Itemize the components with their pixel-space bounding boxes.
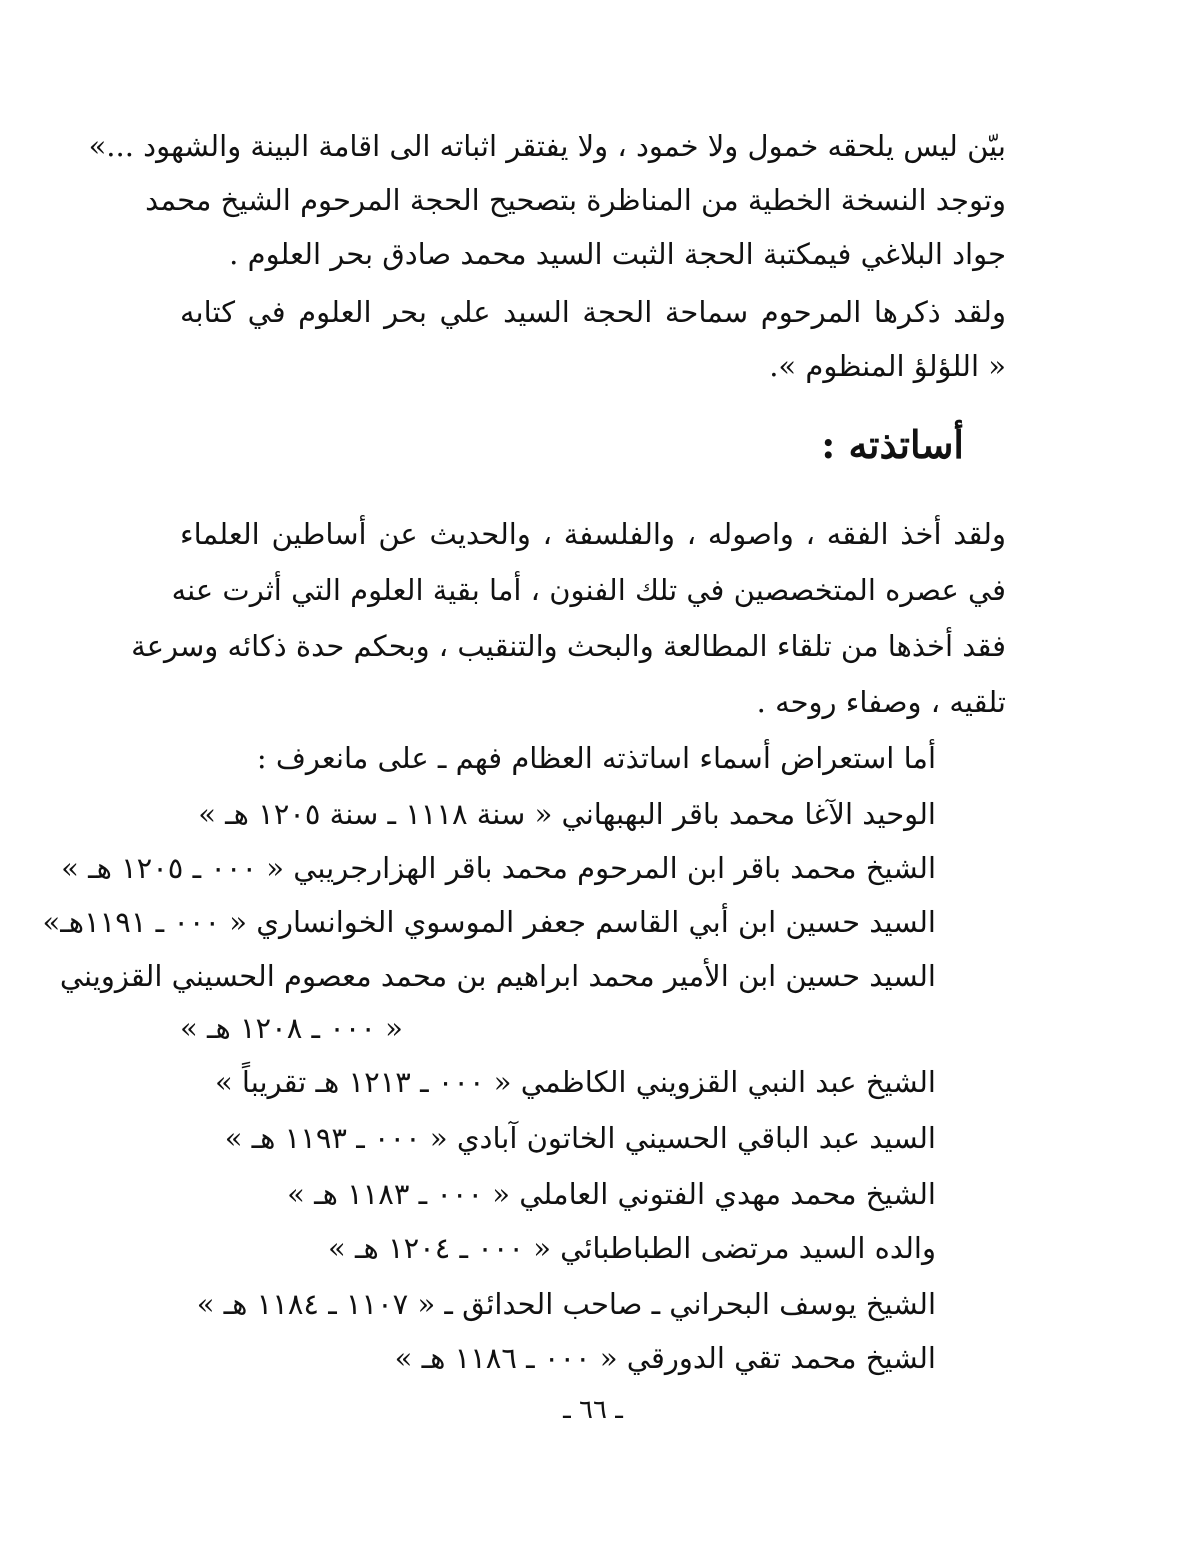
teacher-item-4: السيد حسين ابن الأمير محمد ابراهيم بن محمد معصوم الحسيني القزويني [59, 959, 936, 993]
teacher-item-1: الوحيد الآغا محمد باقر البهبهاني « سنة ١١١٨ ـ سنة ١٢٠٥ هـ » [198, 797, 936, 831]
teacher-item-8: والده السيد مرتضى الطباطبائي « ٠٠٠ ـ ١٢٠٤ هـ » [328, 1231, 936, 1265]
teachers-intro: أما استعراض أسماء اساتذته العظام فهم ـ على مانعرف : [256, 741, 936, 775]
intro-line-3: جواد البلاغي فيمكتبة الحجة الثبت السيد محمد صادق بحر العلوم . [229, 237, 1006, 271]
intro-line-1: بيّن ليس يلحقه خمول ولا خمود ، ولا يفتقر اثباته الى اقامة البينة والشهود ...» [88, 129, 1006, 163]
teacher-item-5: الشيخ عبد النبي القزويني الكاظمي « ٠٠٠ ـ ١٢١٣ هـ تقريباً » [214, 1065, 936, 1099]
body-line-1: ولقد أخذ الفقه ، واصوله ، والفلسفة ، والحديث عن أساطين العلماء [180, 517, 1006, 551]
teacher-item-9: الشيخ يوسف البحراني ـ صاحب الحدائق ـ « ١١٠٧ ـ ١١٨٤ هـ » [196, 1287, 936, 1321]
body-line-4: تلقيه ، وصفاء روحه . [756, 685, 1006, 719]
section-heading: أساتذته : [821, 422, 964, 467]
teacher-item-6: السيد عبد الباقي الحسيني الخاتون آبادي « ٠٠٠ ـ ١١٩٣ هـ » [224, 1121, 936, 1155]
teacher-item-10: الشيخ محمد تقي الدورقي « ٠٠٠ ـ ١١٨٦ هـ » [394, 1341, 936, 1375]
body-line-2: في عصره المتخصصين في تلك الفنون ، أما بقية العلوم التي أثرت عنه [171, 573, 1006, 607]
teacher-item-2: الشيخ محمد باقر ابن المرحوم محمد باقر الهزارجريبي « ٠٠٠ ـ ١٢٠٥ هـ » [61, 851, 936, 885]
teacher-item-4-dates: « ٠٠٠ ـ ١٢٠٨ هـ » [180, 1011, 403, 1045]
intro-line-5: « اللؤلؤ المنظوم ». [769, 349, 1006, 383]
intro-line-2: وتوجد النسخة الخطية من المناظرة بتصحيح الحجة المرحوم الشيخ محمد [145, 183, 1006, 217]
intro-line-4: ولقد ذكرها المرحوم سماحة الحجة السيد علي بحر العلوم في كتابه [180, 295, 1006, 329]
page-number: ـ ٦٦ ـ [563, 1395, 623, 1425]
teacher-item-7: الشيخ محمد مهدي الفتوني العاملي « ٠٠٠ ـ ١١٨٣ هـ » [287, 1177, 936, 1211]
teacher-item-3: السيد حسين ابن أبي القاسم جعفر الموسوي الخوانساري « ٠٠٠ ـ ١١٩١هـ» [42, 905, 936, 939]
body-line-3: فقد أخذها من تلقاء المطالعة والبحث والتنقيب ، وبحكم حدة ذكائه وسرعة [131, 629, 1006, 663]
